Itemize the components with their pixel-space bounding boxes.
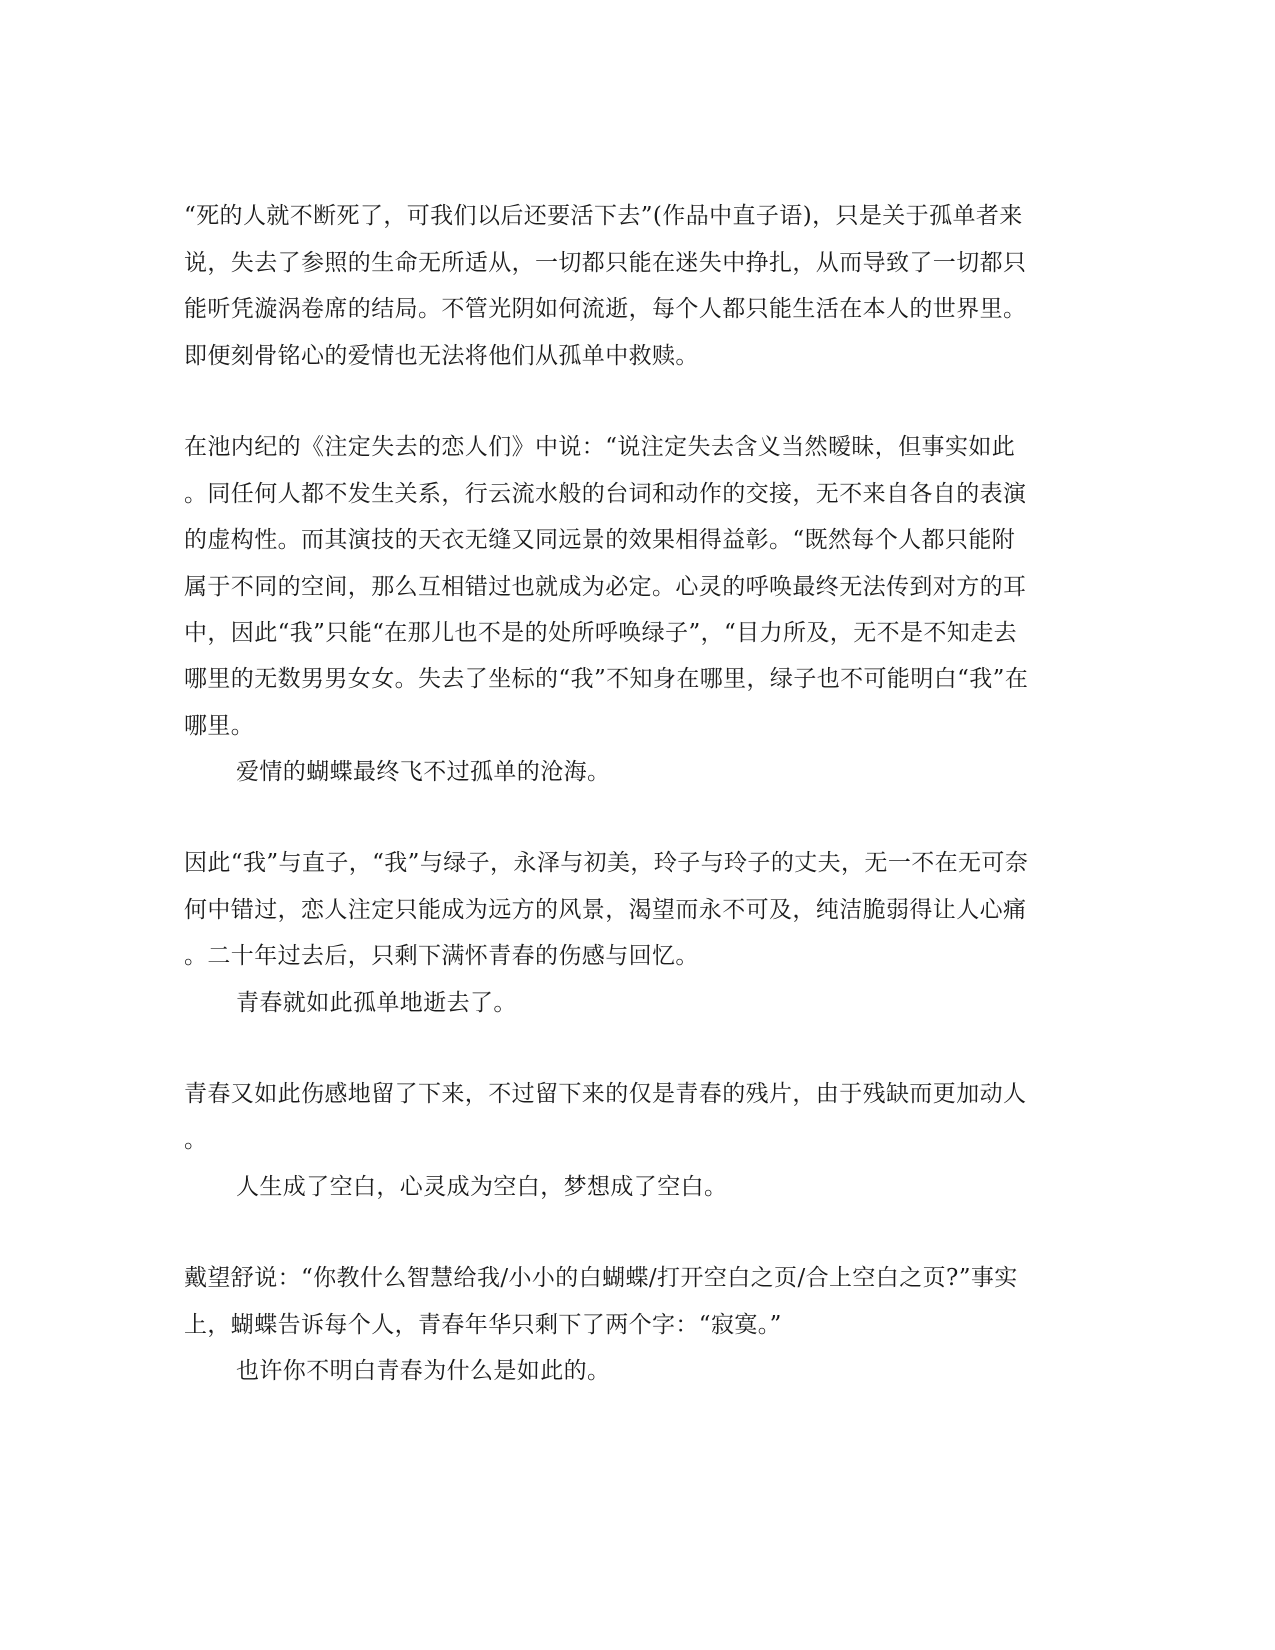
paragraph-5-indented-line: 也许你不明白青春为什么是如此的。 xyxy=(236,1358,611,1384)
paragraph-1-line-3: 能听凭漩涡卷席的结局。不管光阴如何流逝，每个人都只能生活在本人的世界里。 xyxy=(184,296,1027,322)
paragraph-5-line-1: 戴望舒说：“你教什么智慧给我/小小的白蝴蝶/打开空白之页/合上空白之页?”事实 xyxy=(184,1265,1018,1291)
paragraph-2-line-3: 的虚构性。而其演技的天衣无缝又同远景的效果相得益彰。“既然每个人都只能附 xyxy=(184,527,1016,553)
paragraph-2-line-2: 。同任何人都不发生关系，行云流水般的台词和动作的交接，无不来自各自的表演 xyxy=(184,481,1027,507)
paragraph-3-line-2: 何中错过，恋人注定只能成为远方的风景，渴望而永不可及，纯洁脆弱得让人心痛 xyxy=(184,897,1027,923)
paragraph-4-line-1: 青春又如此伤感地留了下来，不过留下来的仅是青春的残片，由于残缺而更加动人 xyxy=(184,1081,1027,1107)
paragraph-3-line-1: 因此“我”与直子，“我”与绿子，永泽与初美，玲子与玲子的丈夫，无一不在无可奈 xyxy=(184,850,1029,876)
paragraph-4-indented-line: 人生成了空白，心灵成为空白，梦想成了空白。 xyxy=(236,1174,728,1200)
paragraph-2-line-5: 中，因此“我”只能“在那儿也不是的处所呼唤绿子”，“目力所及，无不是不知走去 xyxy=(184,620,1017,646)
paragraph-1-line-2: 说，失去了参照的生命无所适从，一切都只能在迷失中挣扎，从而导致了一切都只 xyxy=(184,250,1027,276)
paragraph-1-line-1: “死的人就不断死了，可我们以后还要活下去”(作品中直子语)，只是关于孤单者来 xyxy=(184,203,1023,229)
paragraph-5-line-2: 上，蝴蝶告诉每个人，青春年华只剩下了两个字：“寂寞。” xyxy=(184,1312,782,1338)
paragraph-2-line-1: 在池内纪的《注定失去的恋人们》中说：“说注定失去含义当然暧昧，但事实如此 xyxy=(184,434,1016,460)
paragraph-3-indented-line: 青春就如此孤单地逝去了。 xyxy=(236,990,517,1016)
paragraph-3-line-3: 。二十年过去后，只剩下满怀青春的伤感与回忆。 xyxy=(184,943,699,969)
paragraph-2-line-6: 哪里的无数男男女女。失去了坐标的“我”不知身在哪里，绿子也不可能明白“我”在 xyxy=(184,666,1029,692)
paragraph-1-line-4: 即便刻骨铭心的爱情也无法将他们从孤单中救赎。 xyxy=(184,343,699,369)
paragraph-2-line-4: 属于不同的空间，那么互相错过也就成为必定。心灵的呼唤最终无法传到对方的耳 xyxy=(184,574,1027,600)
paragraph-4-line-2: 。 xyxy=(184,1127,208,1153)
paragraph-2-indented-line: 爱情的蝴蝶最终飞不过孤单的沧海。 xyxy=(236,759,611,785)
paragraph-2-line-7: 哪里。 xyxy=(184,713,255,739)
